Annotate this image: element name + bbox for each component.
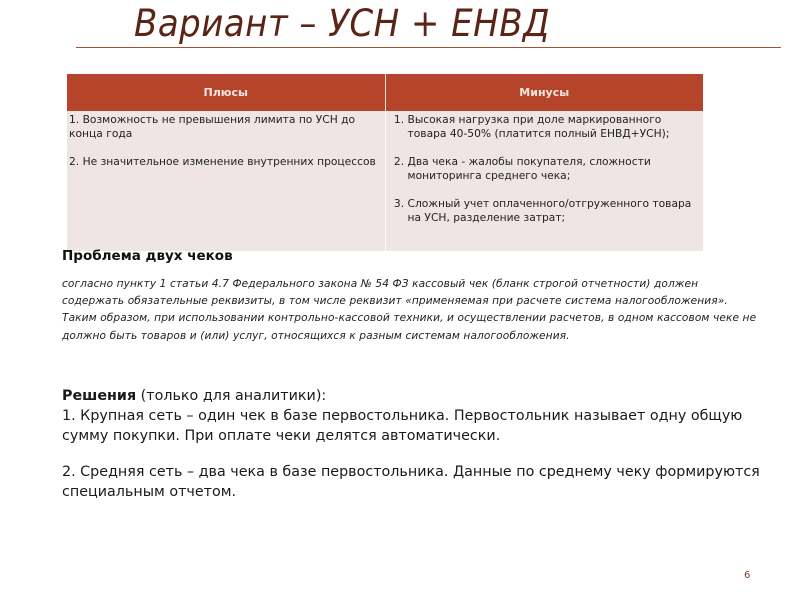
- cons-list: [388, 113, 702, 225]
- solutions-heading-rest: (только для аналитики):: [136, 388, 327, 404]
- cons-cell: [385, 111, 703, 251]
- cons-item: 1. Высокая нагрузка при доле маркированного товара 40-50% (платится полный ЕНВД+УСН);: [408, 113, 702, 141]
- pros-cell: [67, 111, 385, 251]
- solution-item: 1. Крупная сеть – один чек в базе первостольника. Первостольник называет одну общую сумму покупки. При оплате чеки делятся автоматически.: [62, 408, 743, 444]
- cons-item: 3. Сложный учет оплаченного/отгруженного товара на УСН, разделение затрат;: [408, 197, 702, 225]
- solutions-block: [62, 386, 762, 502]
- cons-item: 2. Два чека - жалобы покупателя, сложности мониторинга среднего чека;: [408, 155, 702, 183]
- page-number: 6: [744, 570, 751, 581]
- pros-item: 2. Не значительное изменение внутренних процессов: [69, 155, 376, 168]
- pros-item: 1. Возможность не превышения лимита по УСН до конца года: [69, 113, 356, 140]
- title-divider: [76, 47, 781, 48]
- slide-title: Вариант – УСН + ЕНВД: [134, 2, 551, 45]
- solutions-heading-bold: Решения: [62, 388, 137, 404]
- pros-header: Плюсы: [67, 74, 385, 111]
- problem-heading: Проблема двух чеков: [62, 248, 233, 264]
- pros-cons-table: [67, 74, 703, 251]
- cons-header: Минусы: [385, 74, 703, 111]
- solution-item: 2. Средняя сеть – два чека в базе первостольника. Данные по среднему чеку формируются специальным отчетом.: [62, 464, 760, 500]
- problem-text: согласно пункту 1 статьи 4.7 Федерального закона № 54 ФЗ кассовый чек (бланк строгой отчетности) должен содержать обязательные реквизиты, в том числе реквизит «применяемая при расчете система налогообложения». Таким образом, при использовании контрольно-кассовой техники, и осуществлении расчетов, в одном кассовом чеке не должно быть товаров и (или) услуг, относящихся к разным системам налогообложения.: [62, 278, 757, 342]
- solutions-heading: [62, 386, 762, 406]
